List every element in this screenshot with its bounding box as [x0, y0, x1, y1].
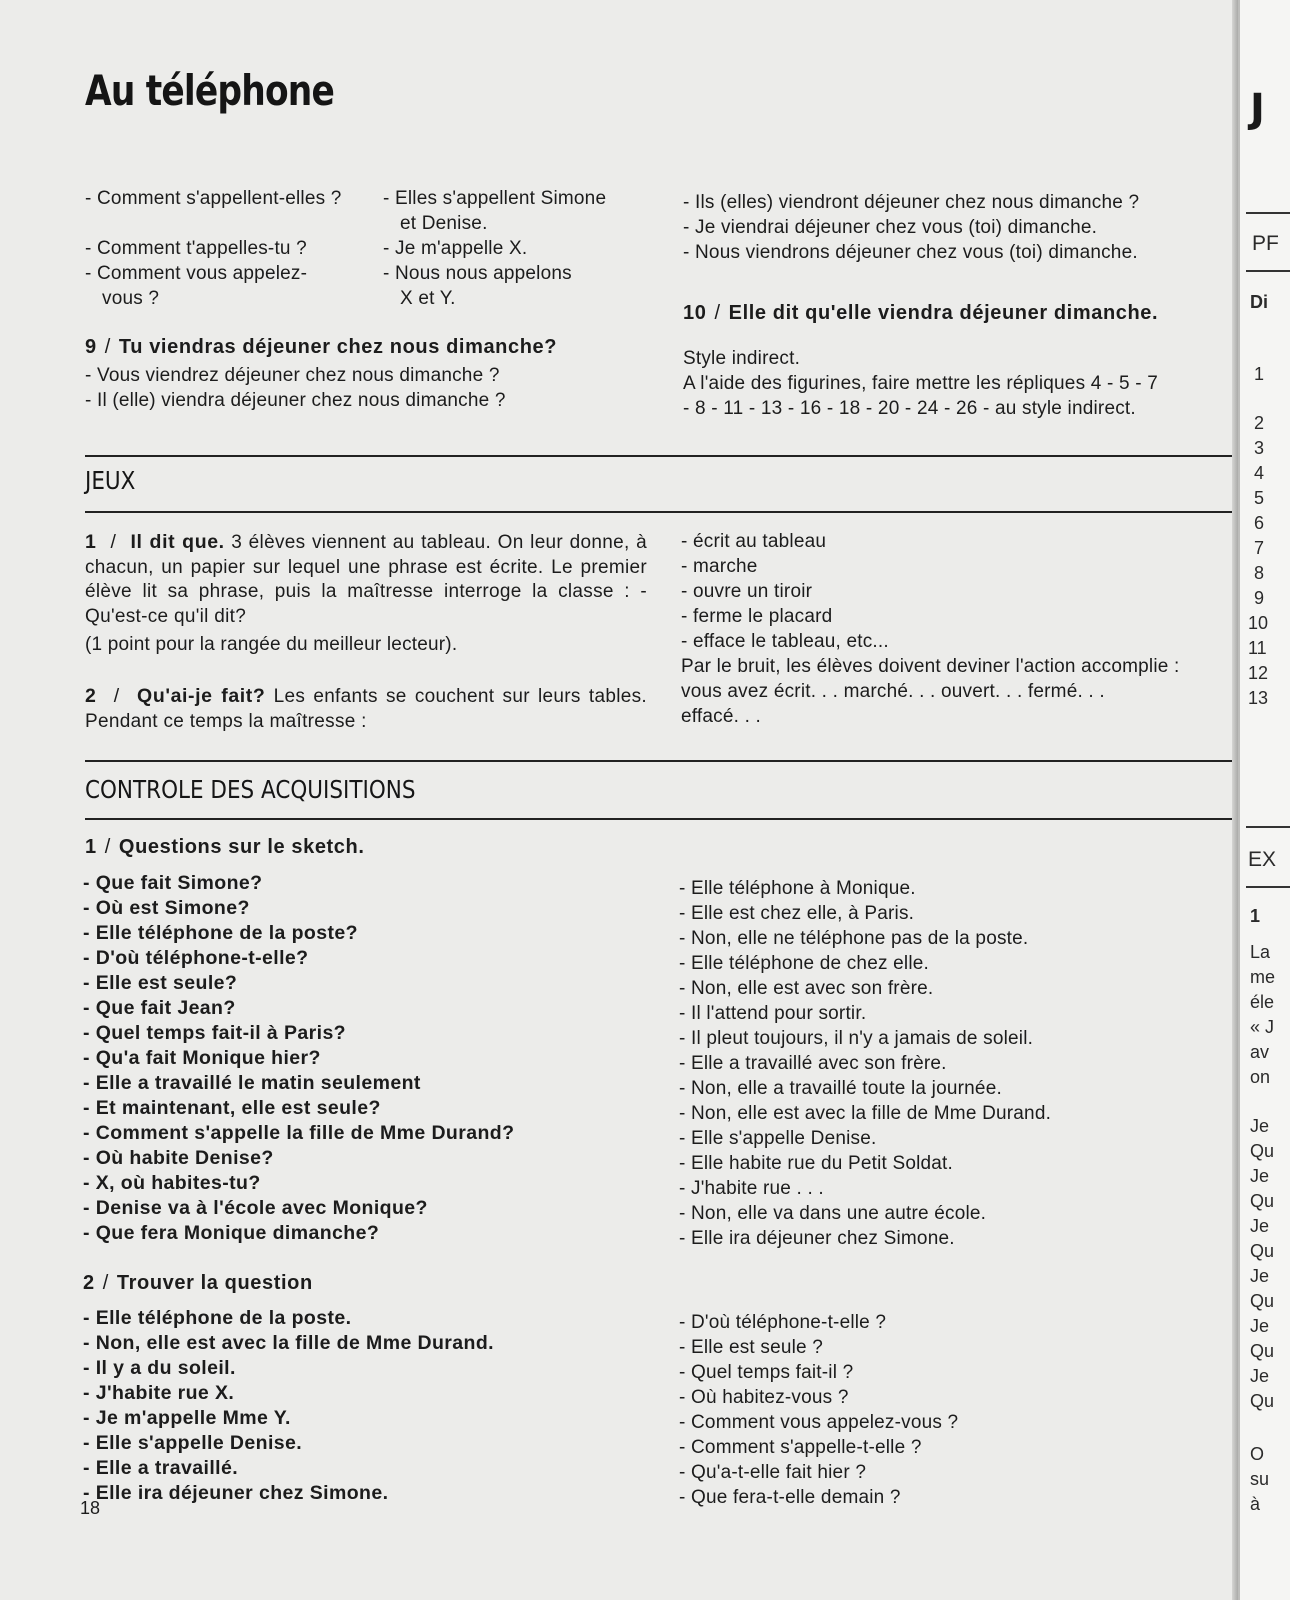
exercise-9-title: Tu viendras déjeuner chez nous dimanche?: [118, 336, 558, 358]
page-number: 18: [80, 1498, 101, 1518]
game-2: 2 / Qu'ai-je fait? Les enfants se couchent sur leurs tables. Pendant ce temps la maîtresse :: [85, 685, 647, 732]
list-item: - Comment s'appellent-elles ?: [85, 188, 342, 209]
list-item: - J'habite rue X.: [83, 1382, 235, 1404]
next-page-text-fragment: Qu: [1250, 1291, 1275, 1311]
list-number: 10: [1248, 613, 1269, 633]
list-item: - Il pleut toujours, il n'y a jamais de soleil.: [679, 1028, 1034, 1049]
list-item: - Et maintenant, elle est seule?: [83, 1097, 381, 1119]
list-item: Par le bruit, les élèves doivent deviner l'action accomplie :: [681, 656, 1180, 677]
list-item: - Je viendrai déjeuner chez vous (toi) dimanche.: [683, 217, 1098, 238]
next-page-text-fragment: Je: [1250, 1366, 1270, 1386]
list-item: - Il (elle) viendra déjeuner chez nous dimanche ?: [85, 390, 506, 411]
game-1-text: 3 élèves viennent au tableau. On leur donne, à chacun, un papier sur lequel une phrase est écrite. Le premier élève lit sa phrase, puis la maîtresse interroge la classe : - Qu'est-ce qu'il dit?: [85, 532, 647, 627]
list-item: - Qu'a fait Monique hier?: [83, 1047, 321, 1069]
list-item: - Il l'attend pour sortir.: [679, 1003, 867, 1024]
sketch-questions: [83, 871, 514, 1246]
next-page-heading-fragment: EX: [1248, 848, 1277, 871]
sketch-answers: [679, 876, 1051, 1251]
game-1: 1 / Il dit que. 3 élèves viennent au tableau. On leur donne, à chacun, un papier sur lequel une phrase est écrite. Le premier élève lit sa phrase, puis la maîtresse interroge la classe : - Qu'est-ce qu'il dit?: [85, 531, 647, 627]
list-number: 13: [1248, 688, 1269, 708]
divider: [1246, 886, 1290, 888]
next-page-text-fragment: 1: [1250, 906, 1261, 926]
controle-1-heading: 1 / Questions sur le sketch.: [85, 836, 365, 858]
divider: [85, 818, 1237, 820]
next-page-text-fragment: Qu: [1250, 1241, 1275, 1261]
next-page-text-fragment: « J: [1250, 1017, 1275, 1037]
list-item: - Elle habite rue du Petit Soldat.: [679, 1153, 954, 1174]
list-number: 8: [1254, 563, 1265, 583]
next-page-text-fragment: on: [1250, 1067, 1271, 1087]
list-number: 12: [1248, 663, 1269, 683]
next-page-heading-fragment: PF: [1252, 232, 1279, 255]
list-item: - Elle téléphone à Monique.: [679, 878, 916, 899]
controle-2-heading: 2 / Trouver la question: [83, 1272, 313, 1294]
list-item: - Elle est seule ?: [679, 1337, 824, 1358]
list-item: - Non, elle est avec son frère.: [679, 978, 934, 999]
future-forms: [683, 190, 1139, 265]
list-item: - Comment t'appelles-tu ?: [85, 238, 307, 259]
list-item: - Elle est chez elle, à Paris.: [679, 903, 915, 924]
divider: [1246, 212, 1290, 214]
names-answers: [383, 186, 606, 311]
list-item: - Que fera-t-elle demain ?: [679, 1487, 901, 1508]
divider: [1246, 826, 1290, 828]
list-item: - Que fait Simone?: [83, 872, 263, 894]
list-item: - Comment s'appelle-t-elle ?: [679, 1437, 922, 1458]
game-1-note: (1 point pour la rangée du meilleur lecteur).: [85, 634, 458, 655]
next-page-edge: [1238, 0, 1290, 1600]
list-item: - ferme le placard: [681, 606, 833, 627]
next-page-text-fragment: Qu: [1250, 1191, 1275, 1211]
list-item: - J'habite rue . . .: [679, 1178, 824, 1199]
list-item: - Quel temps fait-il à Paris?: [83, 1022, 346, 1044]
list-item: vous ?: [102, 288, 160, 309]
divider: [85, 511, 1237, 513]
next-page-text-fragment: Je: [1250, 1166, 1270, 1186]
list-item: - D'où téléphone-t-elle?: [83, 947, 309, 969]
controle-1-title: Questions sur le sketch.: [118, 836, 365, 858]
list-item: - Comment vous appelez-vous ?: [679, 1412, 959, 1433]
list-item: - Elle s'appelle Denise.: [679, 1128, 877, 1149]
list-item: - ouvre un tiroir: [681, 581, 813, 602]
next-page-text-fragment: Di: [1250, 292, 1268, 312]
found-questions: [679, 1310, 958, 1510]
list-item: - Comment vous appelez-: [85, 263, 308, 284]
list-number: 9: [1254, 588, 1265, 608]
jeux-heading: JEUX: [85, 466, 136, 495]
next-page-title-fragment: J: [1250, 86, 1265, 132]
names-questions: [85, 186, 342, 311]
list-item: - Elle ira déjeuner chez Simone.: [679, 1228, 955, 1249]
game-2-actions: [681, 529, 1179, 729]
list-item: - Non, elle est avec la fille de Mme Durand.: [83, 1332, 494, 1354]
list-item: effacé. . .: [681, 706, 762, 727]
list-number: 2: [1254, 413, 1265, 433]
exercise-9-heading: 9 / Tu viendras déjeuner chez nous dimanche?: [85, 336, 558, 358]
list-number: 7: [1254, 538, 1265, 558]
next-page-text-fragment: av: [1250, 1042, 1270, 1062]
divider: [1246, 270, 1290, 272]
list-item: - Elle téléphone de la poste.: [83, 1307, 352, 1329]
list-item: vous avez écrit. . . marché. . . ouvert. . . fermé. . .: [681, 681, 1105, 702]
list-item: - X, où habites-tu?: [83, 1172, 261, 1194]
list-number: 3: [1254, 438, 1265, 458]
list-number: 1: [1254, 364, 1265, 384]
divider: [85, 455, 1237, 457]
statements: [83, 1306, 494, 1506]
next-page-text-fragment: su: [1250, 1469, 1270, 1489]
list-item: - Elles s'appellent Simone: [383, 188, 607, 209]
list-item: - Ils (elles) viendront déjeuner chez nous dimanche ?: [683, 192, 1140, 213]
list-item: - Elle a travaillé.: [83, 1457, 239, 1479]
list-item: - Comment s'appelle la fille de Mme Durand?: [83, 1122, 515, 1144]
list-item: - Que fait Jean?: [83, 997, 236, 1019]
next-page-text-fragment: Qu: [1250, 1391, 1275, 1411]
next-page-text-fragment: Qu: [1250, 1341, 1275, 1361]
list-item: - Elle est seule?: [83, 972, 238, 994]
list-item: - Où habite Denise?: [83, 1147, 274, 1169]
list-number: 5: [1254, 488, 1265, 508]
exercise-9-lines: [85, 363, 506, 413]
list-item: - Non, elle va dans une autre école.: [679, 1203, 987, 1224]
game-1-title: Il dit que.: [130, 531, 225, 553]
list-item: - Quel temps fait-il ?: [679, 1362, 854, 1383]
list-item: - Elle téléphone de chez elle.: [679, 953, 929, 974]
list-item: Style indirect.: [683, 348, 801, 369]
next-page-text-fragment: Je: [1250, 1266, 1270, 1286]
next-page-text-fragment: Je: [1250, 1316, 1270, 1336]
list-item: - 8 - 11 - 13 - 16 - 18 - 20 - 24 - 26 - au style indirect.: [683, 398, 1136, 419]
list-item: - Denise va à l'école avec Monique?: [83, 1197, 428, 1219]
list-item: - Qu'a-t-elle fait hier ?: [679, 1462, 867, 1483]
exercise-10-title: Elle dit qu'elle viendra déjeuner dimanche.: [728, 302, 1159, 324]
controle-heading: CONTROLE DES ACQUISITIONS: [85, 775, 416, 804]
next-page-text-fragment: Je: [1250, 1116, 1270, 1136]
list-item: - marche: [681, 556, 758, 577]
exercise-10-lines: [683, 346, 1158, 421]
list-item: - Que fera Monique dimanche?: [83, 1222, 380, 1244]
list-number: 4: [1254, 463, 1265, 483]
game-2-text: Les enfants se couchent sur leurs tables. Pendant ce temps la maîtresse :: [85, 686, 647, 732]
list-item: - écrit au tableau: [681, 531, 827, 552]
list-item: - Non, elle a travaillé toute la journée.: [679, 1078, 1002, 1099]
next-page-text-fragment: O: [1250, 1444, 1265, 1464]
list-item: - Je m'appelle Mme Y.: [83, 1407, 291, 1429]
next-page-text-fragment: à: [1250, 1494, 1261, 1514]
page-title: Au téléphone: [85, 66, 335, 115]
next-page-text-fragment: me: [1250, 967, 1276, 987]
list-item: - Où est Simone?: [83, 897, 250, 919]
controle-2-title: Trouver la question: [116, 1272, 313, 1294]
list-item: - efface le tableau, etc...: [681, 631, 889, 652]
list-item: et Denise.: [400, 213, 488, 234]
next-page-text-fragment: éle: [1250, 992, 1275, 1012]
list-item: - Elle s'appelle Denise.: [83, 1432, 303, 1454]
list-item: - Elle téléphone de la poste?: [83, 922, 358, 944]
list-item: - Elle a travaillé le matin seulement: [83, 1072, 421, 1094]
list-item: - Où habitez-vous ?: [679, 1387, 849, 1408]
list-item: - Elle a travaillé avec son frère.: [679, 1053, 947, 1074]
next-page-text-fragment: Qu: [1250, 1141, 1275, 1161]
list-number: 11: [1248, 638, 1267, 658]
next-page-text-fragment: La: [1250, 942, 1271, 962]
list-item: - Elle ira déjeuner chez Simone.: [83, 1482, 389, 1504]
exercise-10-heading: 10 / Elle dit qu'elle viendra déjeuner dimanche.: [683, 302, 1159, 324]
list-item: - Nous nous appelons: [383, 263, 572, 284]
divider: [85, 760, 1237, 762]
list-number: 6: [1254, 513, 1265, 533]
list-item: - Je m'appelle X.: [383, 238, 528, 259]
list-item: X et Y.: [400, 288, 456, 309]
list-item: - Non, elle est avec la fille de Mme Durand.: [679, 1103, 1052, 1124]
list-item: - Vous viendrez déjeuner chez nous dimanche ?: [85, 365, 500, 386]
list-item: A l'aide des figurines, faire mettre les répliques 4 - 5 - 7: [683, 373, 1159, 394]
list-item: - Non, elle ne téléphone pas de la poste.: [679, 928, 1029, 949]
list-item: [85, 211, 342, 236]
list-item: - D'où téléphone-t-elle ?: [679, 1312, 887, 1333]
game-2-title: Qu'ai-je fait?: [137, 685, 266, 707]
next-page-text-fragment: Je: [1250, 1216, 1270, 1236]
list-item: - Il y a du soleil.: [83, 1357, 236, 1379]
list-item: - Nous viendrons déjeuner chez vous (toi) dimanche.: [683, 242, 1138, 263]
